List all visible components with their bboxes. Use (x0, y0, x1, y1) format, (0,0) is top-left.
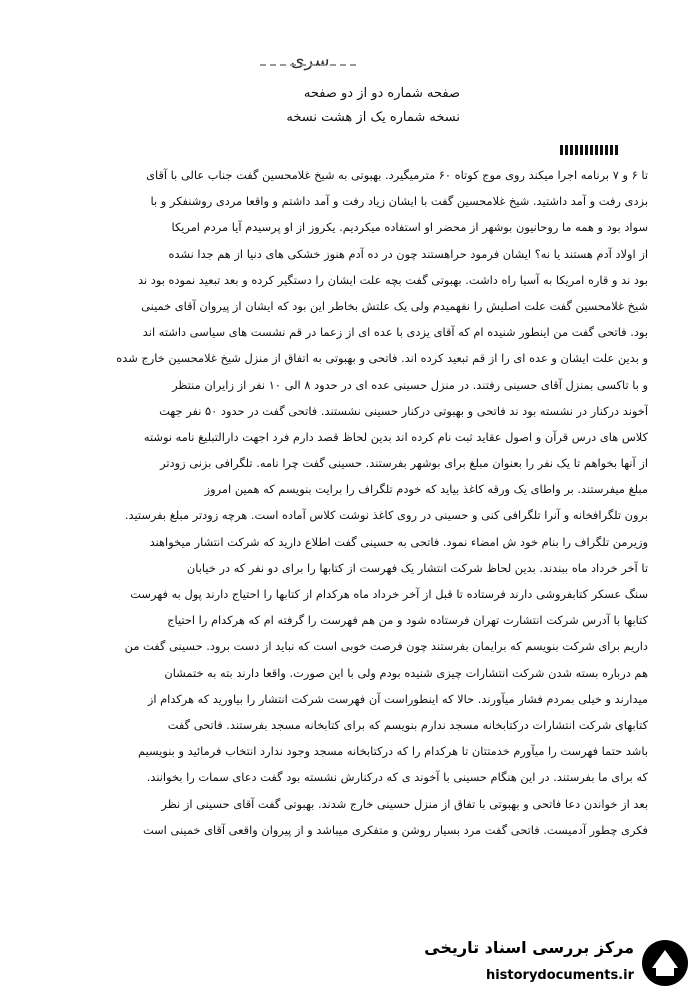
body-line: تا آخر خرداد ماه ببندند. بدین لحاظ شرکت انتشار یک فهرست از کتابها را برای دو نفر که در خیابان (186, 560, 648, 575)
body-line: بود. فاتحی گفت من اینطور شنیده ام که آقای یزدی با عده ای از زعما در قم نشست های سیاسی داشته اند (142, 325, 648, 340)
body-line: فکری چطور آدمیست. فاتحی گفت مرد بسیار روشن و متفکری میباشد و از پیروان واقعی آقای خمینی است (142, 822, 648, 837)
body-line: که برای ما بفرستند. در این هنگام حسینی با آخوند ی که درکنارش نشسته بود گفت دعای سمات را بخوانند. (146, 770, 648, 785)
body-line: تا ۶ و ۷ برنامه اجرا میکند روی موج کوتاه ۶۰ مترمیگیرد. بهبوتی به شیخ غلامحسین گفت جناب عالی با آقای (146, 168, 648, 182)
body-line: بود ند و قاره امریکا به آسیا راه داشت. بهبوتی گفت بچه علت ایشان را دستگیر کرده و بعد تبعید نموده بود ند (137, 272, 648, 287)
body-line (50, 843, 648, 869)
watermark-name: مرکز بررسی اسناد تاریخی (424, 938, 634, 957)
body-line: سنگ عسکر کتابفروشی دارند فرستاده تا قبل از آخر خرداد ماه هرکدام از کتابها را احتیاج دارند پول به فهرست (130, 587, 648, 601)
body-line: بزدی رفت و آمد داشتید. شیخ غلامحسین گفت با ایشان زیاد رفت و آمد داشتم و واقعا مردی روشنفکر و با (150, 194, 648, 209)
archive-watermark (404, 932, 694, 994)
body-line: کتابهای شرکت انتشارات درکتابخانه مسجد ندارم بنویسم که برای کتابخانه مسجد بفرستند. فاتحی گفت (167, 717, 648, 732)
body-line: سواد بود و همه ما روحانیون بوشهر از محضر او استفاده میکردیم. یکروز از او پرسیدم آیا مردم امریکا (171, 220, 648, 235)
body-line: شیخ غلامحسین گفت علت اصلیش را نفهمیدم ولی یک علتش بخاطر این بود که ایشان از پیروان آقای خمینی (141, 298, 648, 313)
watermark-url: historydocuments.ir (485, 968, 634, 983)
body-line: کلاس های درس قرآن و اصول عقاید ثبت نام کرده اند بدین لحاظ قصد دارم فرد اجهت دارالتبلیغ نامه نوشته (143, 429, 648, 444)
page-number-line: صفحه شماره دو از دو صفحه (303, 86, 460, 101)
body-line: مبلغ میفرستند. بر واطای یک ورقه کاغذ بیاید که خودم تلگراف را برایت بنویسم که همین امروز (204, 482, 648, 497)
body-line: برون تلگرافخانه و آنرا تلگرافی کنی و حسینی در روی کاغذ نوشت کلاس آماده است. هرچه زودتر مبلغ بفرستید. (124, 508, 648, 523)
copy-number-line: نسخه شماره یک از هشت نسخه (286, 110, 460, 125)
body-line (50, 869, 648, 895)
body-line: میدارند و خیلی بمردم فشار میآورند. حالا که اینطوراست آن فهرست شرکت انتشار را بیاورید که هرکدام از (147, 691, 648, 706)
body-line: و بدین علت ایشان و عده ای را از قم تبعید کرده اند. فاتحی و بهبوتی به اتفاق از منزل شیخ غلامحسین خارج شده (116, 351, 648, 366)
body-line: هم درباره بسته شدن شرکت انتشارات چیزی شنیده بودم ولی با این صورت. واقعا دارند بته به ختمشان (164, 665, 648, 680)
body-line: باشد حتما فهرست را میآورم خدمتتان تا هرکدام را که درکتابخانه مسجد وجود ندارد انتخاب فرمائید و بنویسیم (138, 744, 648, 759)
archive-logo-icon (640, 938, 690, 988)
body-line: داریم برای شرکت بنویسم که برایمان بفرستند چون فرصت خوبی است که نباید از دست برود. حسینی گفت من (124, 639, 648, 654)
redaction-mark (560, 145, 620, 155)
body-line: بعد از خواندن دعا فاتحی و بهبوتی با تفاق از منزل حسینی خارج شدند. بهبوتی گفت آقای حسینی از نظر (161, 796, 648, 811)
body-line: از آنها بخواهم تا یک نفر را بعنوان مبلغ برای بوشهر بفرستند. حسینی گفت چرا نامه. تلگرافی بزنی زودتر (160, 456, 648, 471)
title-text: سری (290, 50, 330, 71)
document-body (50, 162, 648, 895)
body-line: از اولاد آدم هستند یا نه؟ ایشان فرمود حراهستند چون در ده آدم هنوز خشکی های دنیا از هم جدا نشده (168, 246, 648, 261)
body-line: کتابها با آدرس شرکت انتشارت تهران فرستاده شود و من هم فهرست را گرفته ام که هرکدام را احتیاج (167, 613, 648, 628)
title-redaction-line (260, 64, 356, 66)
body-line: وزیرمن تلگراف را بنام خود ش امضاء نمود. فاتحی به حسینی گفت اطلاع دارید که شرکت انتشار میخواهند (149, 534, 648, 549)
body-line: آخوند درکنار در نشسته بود ند فاتحی و بهبوتی درکنار حسینی نشستند. فاتحی گفت در حدود ۵۰ نفر جهت (159, 403, 648, 418)
body-line: و با تاکسی بمنزل آقای حسینی رفتند. در منزل حسینی عده ای در حدود ۸ الی ۱۰ نفر از زایران منتظر (172, 377, 648, 392)
document-title (250, 50, 370, 76)
